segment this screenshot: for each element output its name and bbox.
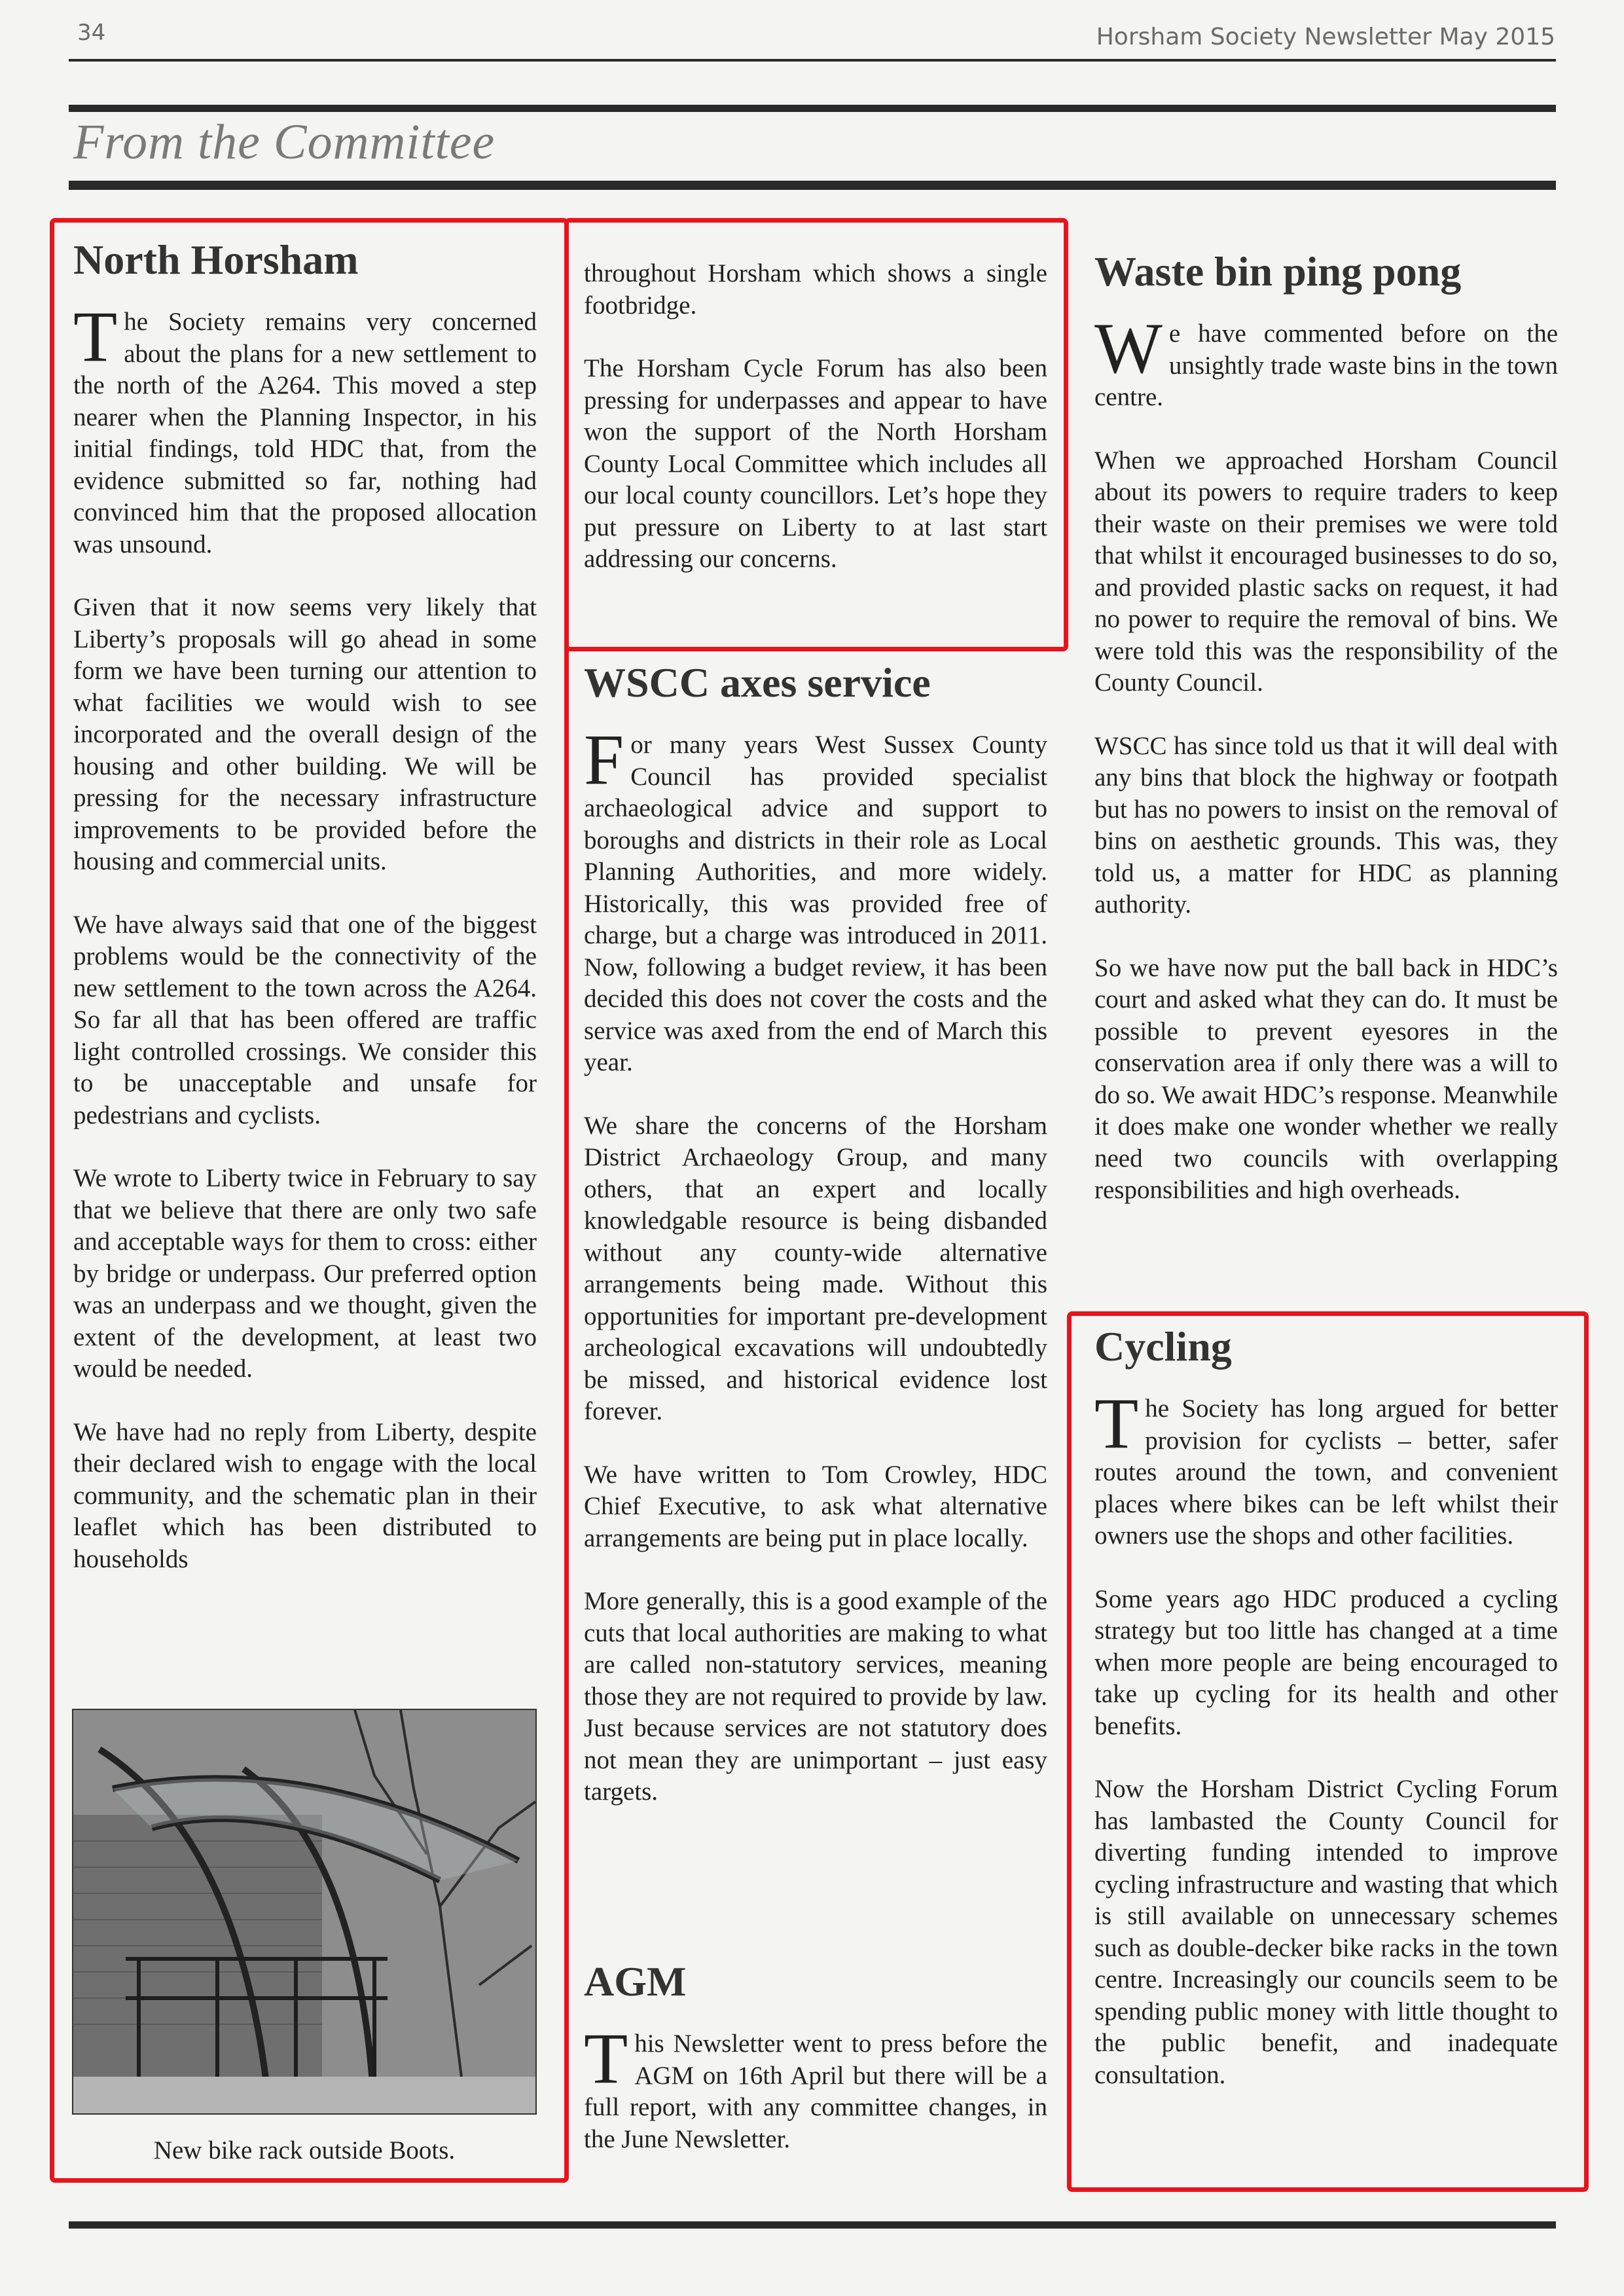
running-header: Horsham Society Newsletter May 2015 <box>1096 24 1555 50</box>
article-paragraph: So we have now put the ball back in HDC’s court and asked what they can do. It must be possible to prevent eyesores in the conservation area if only there was a will to do so. We await HDC’s response. Meanwhile it does make one wonder whether we really need two councils with overlapping responsibilities and high overheads. <box>1094 953 1558 1205</box>
article-wscc <box>584 660 1047 1808</box>
article-paragraph: throughout Horsham which shows a single footbridge. <box>584 259 1047 319</box>
footer-rule <box>69 2221 1556 2229</box>
drop-cap: F <box>584 720 624 800</box>
section-title: From the Committee <box>73 115 496 170</box>
drop-cap: T <box>584 2018 628 2099</box>
article-paragraph: More generally, this is a good example of the cuts that local authorities are making to what are called non-statutory services, meaning those they are not required to provide by law. Just because services are not statutory does not mean they are unimportant – just easy targets. <box>584 1587 1047 1806</box>
article-headline: Waste bin ping pong <box>1094 248 1462 295</box>
section-rule-bottom <box>69 181 1556 190</box>
article-headline: WSCC axes service <box>584 659 931 706</box>
drop-cap: T <box>1094 1383 1139 1464</box>
article-paragraph: We have had no reply from Liberty, despite their declared wish to engage with the local community, and the schematic plan in their leaflet which has been distributed to households <box>73 1417 537 1573</box>
article-paragraph: The Horsham Cycle Forum has also been pressing for underpasses and appear to have won the support of the North Horsham County Local Committee which includes all our local county councillors. Let’s hope they put pressure on Liberty to at last start addressing our concerns. <box>584 354 1047 573</box>
article-paragraph: The Society remains very concerned about the plans for a new settlement to the north of the A264. This moved a step nearer when the Planning Inspector, in his initial findings, told HDC that, from the evidence submitted so far, nothing had convinced him that the proposed allocation was unsound. <box>73 297 537 558</box>
article-agm <box>584 1959 1047 2155</box>
article-waste-bins <box>1094 249 1558 1207</box>
drop-cap: W <box>1094 308 1163 389</box>
drop-cap: T <box>73 297 118 377</box>
article-paragraph: This Newsletter went to press before the AGM on 16th April but there will be a full report, with any committee changes, in the June Newsletter. <box>584 2018 1047 2153</box>
article-paragraph: We have written to Tom Crowley, HDC Chief Executive, to ask what alternative arrangements are being put in place locally. <box>584 1460 1047 1552</box>
article-paragraph: Now the Horsham District Cycling Forum has lambasted the County Council for diverting funding intended to improve cycling infrastructure and wasting that which is still available on unnecessary schemes such as double-decker bike racks in the town centre. Increasingly our councils seem to be spending public money with little thought to the public benefit, and inadequate consultation. <box>1094 1775 1558 2089</box>
bike-rack-photo <box>72 1709 537 2115</box>
article-headline: North Horsham <box>73 236 359 283</box>
page-number: 34 <box>77 20 106 46</box>
article-paragraph: When we approached Horsham Council about its powers to require traders to keep their waste on their premises we were told that whilst it encouraged businesses to do so, and provided plastic sacks on request, it had no power to require the removal of bins. We were told this was the responsibility of the County Council. <box>1094 446 1558 697</box>
article-paragraph: We have always said that one of the biggest problems would be the connectivity of the new settlement to the town across the A264. So far all that has been offered are traffic light controlled crossings. We consider this to be unacceptable and unsafe for pedestrians and cyclists. <box>73 910 537 1129</box>
article-paragraph: We share the concerns of the Horsham District Archaeology Group, and many others, that an expert and locally knowledgable resource is being disbanded without any county-wide alternative arrangements being made. Without this opportunities for important pre-development archeological excavations will undoubtedly be missed, and historical evidence lost forever. <box>584 1111 1047 1426</box>
article-paragraph: Given that it now seems very likely that Liberty’s proposals will go ahead in some form we have been turning our attention to what facilities we would wish to see incorporated and the overall design of the housing and other building. We will be pressing for the necessary infrastructure improvements to be provided before the housing and commercial units. <box>73 593 537 876</box>
article-paragraph: We wrote to Liberty twice in February to say that we believe that there are only two safe and acceptable ways for them to cross: either by bridge or underpass. Our preferred option was an underpass and we thought, given the extent of the development, at least two would be needed. <box>73 1164 537 1383</box>
section-rule-top <box>69 105 1556 112</box>
article-paragraph: WSCC has since told us that it will deal with any bins that block the highway or footpath but has no powers to insist on the removal of bins on aesthetic grounds. This was, they told us, a matter for HDC as planning authority. <box>1094 731 1558 919</box>
article-headline: Cycling <box>1094 1323 1232 1370</box>
article-paragraph: The Society has long argued for better provision for cyclists – better, safer routes around the town, and convenient places where bikes can be left whilst their owners use the shops and other facilities. <box>1094 1383 1558 1550</box>
article-north-horsham-continued <box>584 258 1047 575</box>
article-north-horsham <box>73 237 537 1575</box>
article-cycling <box>1094 1324 1558 2091</box>
article-paragraph: For many years West Sussex County Council has provided specialist archaeological advice and support to boroughs and districts in their role as Local Planning Authorities, and more widely. Historically, this was provided free of charge, but a charge was introduced in 2011. Now, following a budget review, it has been decided this does not cover the costs and the service was axed from the end of March this year. <box>584 720 1047 1077</box>
article-headline: AGM <box>584 1958 687 2005</box>
article-paragraph: Some years ago HDC produced a cycling strategy but too little has changed at a time when more people are being encouraged to take up cycling for its health and other benefits. <box>1094 1584 1558 1740</box>
article-paragraph: We have commented before on the unsightly trade waste bins in the town centre. <box>1094 308 1558 412</box>
header-rule <box>69 59 1556 62</box>
photo-caption: New bike rack outside Boots. <box>153 2136 456 2164</box>
